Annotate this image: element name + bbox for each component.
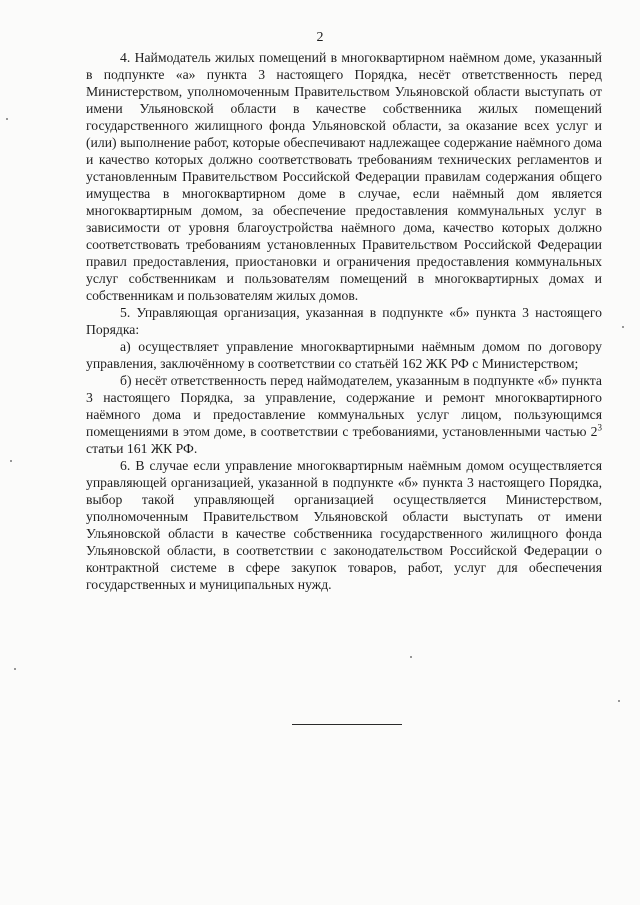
scan-speck xyxy=(6,118,8,120)
scan-speck xyxy=(14,668,16,670)
paragraph-6: 6. В случае если управление многоквартирным наёмным домом осуществляется управляющей организацией, указанной в подпункте «б» пункта 3 настоящего Порядка, выбор такой управляющей организацией осуществляется Министерством, уполномоченным Правительством Ульяновской области выступать от имени Ульяновской области в качестве собственника государственного жилищного фонда Ульяновской области, в соответствии с законодательством Российской Федерации о контрактной системе в сфере закупок товаров, работ, услуг для обеспечения государственных и муниципальных нужд. xyxy=(86,458,602,592)
scan-speck xyxy=(410,656,412,658)
paragraph-5a: а) осуществляет управление многоквартирными наёмным домом по договору управления, заключённому в соответствии со статьёй 162 ЖК РФ с Министерством; xyxy=(86,339,602,371)
scan-speck xyxy=(10,460,12,462)
paragraph-5b xyxy=(86,372,602,457)
page-number: 2 xyxy=(316,30,324,45)
paragraph-5b-text: б) несёт ответственность перед наймодателем, указанным в подпункте «б» пункта 3 настоящего Порядка, за управление, содержание и ремонт многоквартирного наёмного дома и предоставление коммунальных услуг лицом, пользующимся помещениями в этом доме, в соответствии с требованиями, установленными частью 2 xyxy=(86,373,602,439)
paragraph-5b-tail: статьи 161 ЖК РФ. xyxy=(86,441,198,456)
scan-speck xyxy=(622,326,624,328)
paragraph-4: 4. Наймодатель жилых помещений в многоквартирном наёмном доме, указанный в подпункте «а» пункта 3 настоящего Порядка, несёт ответственность перед Министерством, уполномоченным Правительством Ульяновской области выступать от имени Ульяновской области в качестве собственника жилых помещений государственного жилищного фонда Ульяновской области, за оказание всех услуг и (или) выполнение работ, которые обеспечивают надлежащее содержание наёмного дома и качество которых должно соответствовать требованиям технических регламентов и установленным Правительством Российской Федерации правилам содержания общего имущества в многоквартирном доме в случае, если наёмный дом является многоквартирным домом, за обеспечение предоставления коммунальных услуг в зависимости от уровня благоустройства наёмного дома, качество которых должно соответствовать требованиям установленных Правительством Российской Федерации правил предоставления, приостановки и ограничения предоставления коммунальных услуг собственникам и пользователям помещений в многоквартирных домах и собственникам и пользователям жилых домов. xyxy=(86,50,602,303)
paragraph-5: 5. Управляющая организация, указанная в подпункте «б» пункта 3 настоящего Порядка: xyxy=(86,305,602,337)
scan-speck xyxy=(618,700,620,702)
document-body xyxy=(86,49,602,593)
paragraph-5b-superscript: 3 xyxy=(597,422,602,433)
closing-separator-line xyxy=(292,724,402,725)
